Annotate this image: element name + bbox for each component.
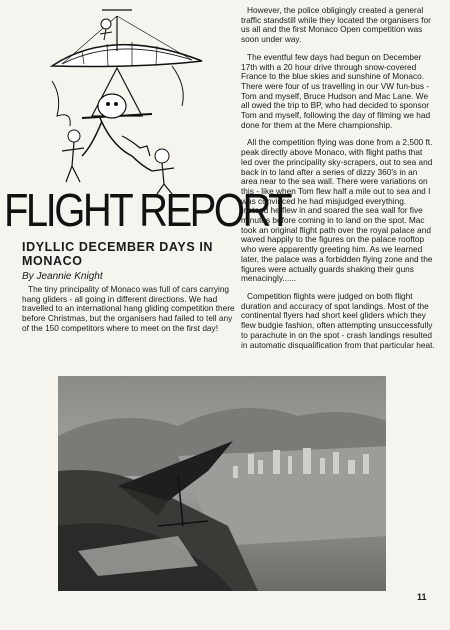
hang-glider-over-monaco-photo <box>58 376 386 591</box>
right-column-text <box>241 6 435 358</box>
right-paragraph: Competition flights were judged on both flight duration and accuracy of spot landings. Most of the continental flyers had short keel gliders which they flew budgie fashion, often attempting unsuccessfully to parachute in on the spot - crash landings resulted in automatic disqualification from that particular heat. <box>241 290 435 350</box>
article-byline: By Jeannie Knight <box>22 271 103 282</box>
right-paragraph: All the competition flying was done from a 2,500 ft. peak directly above Monaco, with flight paths that led over the principality sky-scrapers, out to sea and back in to land after a series of dizzy 360's in an area near to the sea wall. There were variations on this - like when Tom flew half a mile out to sea and I was convinced he had misjudged everything. Instead he flew in and soared the sea wall for five minutes before coming in to land on the spot. Mac took an original flight path over the royal palace and waved happily to the figures on the palace rooftop who were apparently greeting him. As we learned later, the palace was a forbidden flying zone and the figures were actually guards shaking their guns menacingly...... <box>241 137 433 284</box>
hang-glider-cartoon-illustration <box>22 6 207 196</box>
article-subheadline: IDYLLIC DECEMBER DAYS IN MONACO <box>22 240 214 268</box>
right-paragraph: However, the police obligingly created a general traffic standstill while they located the organisers for us all and the first Monaco Open competition was soon under way. <box>241 5 431 45</box>
article-headline: FLIGHT REPORT <box>4 185 291 237</box>
right-paragraph: The eventful few days had begun on December 17th with a 20 hour drive through snow-covered France to the blue skies and sunshine of Monaco. There were four of us travelling in our VW fun-bus - Tom and myself, Bruce Hudson and Mac Lane. We all owed the trip to BP, who had decided to sponsor Tom and myself, following the day of filming we had done for them at the Mere championship. <box>241 51 431 130</box>
page-number: 11 <box>417 592 427 602</box>
left-paragraph: The tiny principality of Monaco was full of cars carrying hang gliders - all going in different directions. We had travelled to an international hang gliding competition there before Christmas, but the organisers had failed to tell any of the 150 competitors where to meet on the first day! <box>22 284 235 333</box>
left-column-text <box>22 285 237 342</box>
